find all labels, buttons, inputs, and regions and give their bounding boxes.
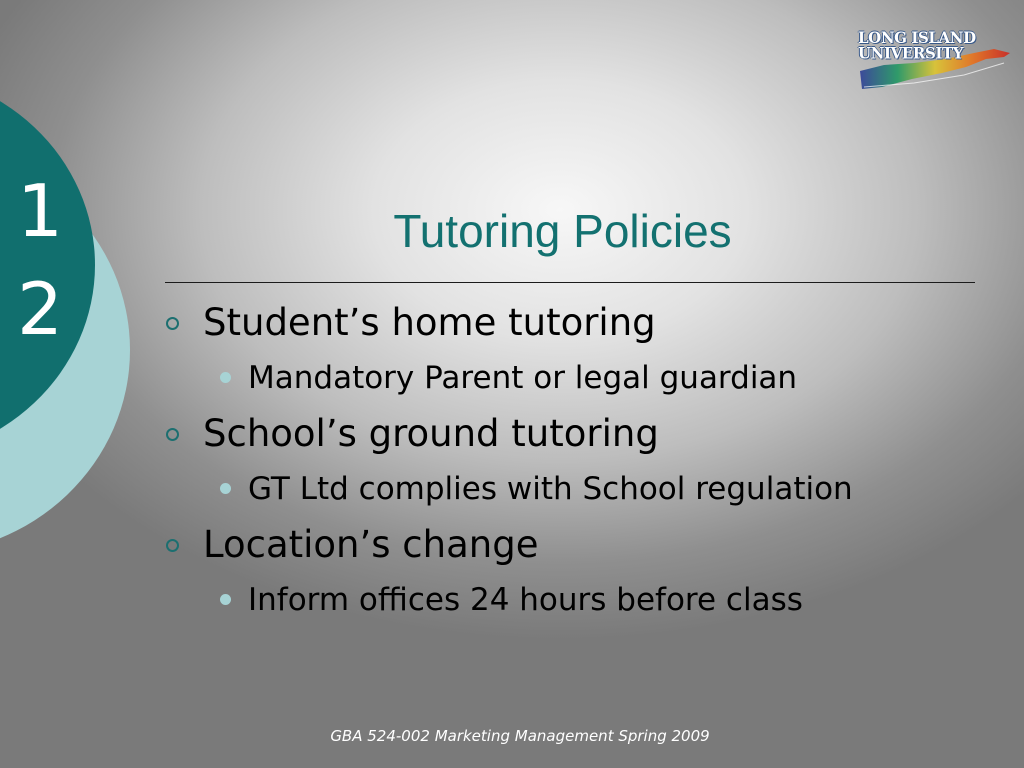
sub-bullet-item xyxy=(160,353,970,408)
slide-footer: GBA 524-002 Marketing Management Spring 2009 xyxy=(330,727,710,745)
logo-text xyxy=(858,30,984,62)
sub-bullet-text: Mandatory Parent or legal guardian xyxy=(248,360,798,396)
slide-title: Tutoring Policies xyxy=(393,205,732,257)
sub-bullet-text: Inform offices 24 hours before class xyxy=(248,582,803,618)
sub-bullet-text: GT Ltd complies with School regulation xyxy=(248,471,853,507)
dot-bullet-icon xyxy=(220,594,231,605)
bullet-text: Student’s home tutoring xyxy=(203,301,656,344)
bullet-item xyxy=(160,297,970,353)
hollow-circle-bullet-icon xyxy=(166,539,179,552)
sub-bullet-item xyxy=(160,464,970,519)
bullet-text: Location’s change xyxy=(203,523,539,566)
bullet-list xyxy=(160,297,970,630)
bullet-item xyxy=(160,519,970,575)
hollow-circle-bullet-icon xyxy=(166,317,179,330)
title-divider xyxy=(165,282,975,283)
slide-number: 1 2 xyxy=(17,169,63,351)
dot-bullet-icon xyxy=(220,372,231,383)
hollow-circle-bullet-icon xyxy=(166,428,179,441)
dot-bullet-icon xyxy=(220,483,231,494)
logo-text-line2: UNIVERSITY xyxy=(858,43,964,63)
bullet-item xyxy=(160,408,970,464)
sub-bullet-item xyxy=(160,575,970,630)
logo-text-line1: LONG ISLAND xyxy=(858,28,976,48)
bullet-text: School’s ground tutoring xyxy=(203,412,659,455)
university-logo xyxy=(854,27,1014,95)
